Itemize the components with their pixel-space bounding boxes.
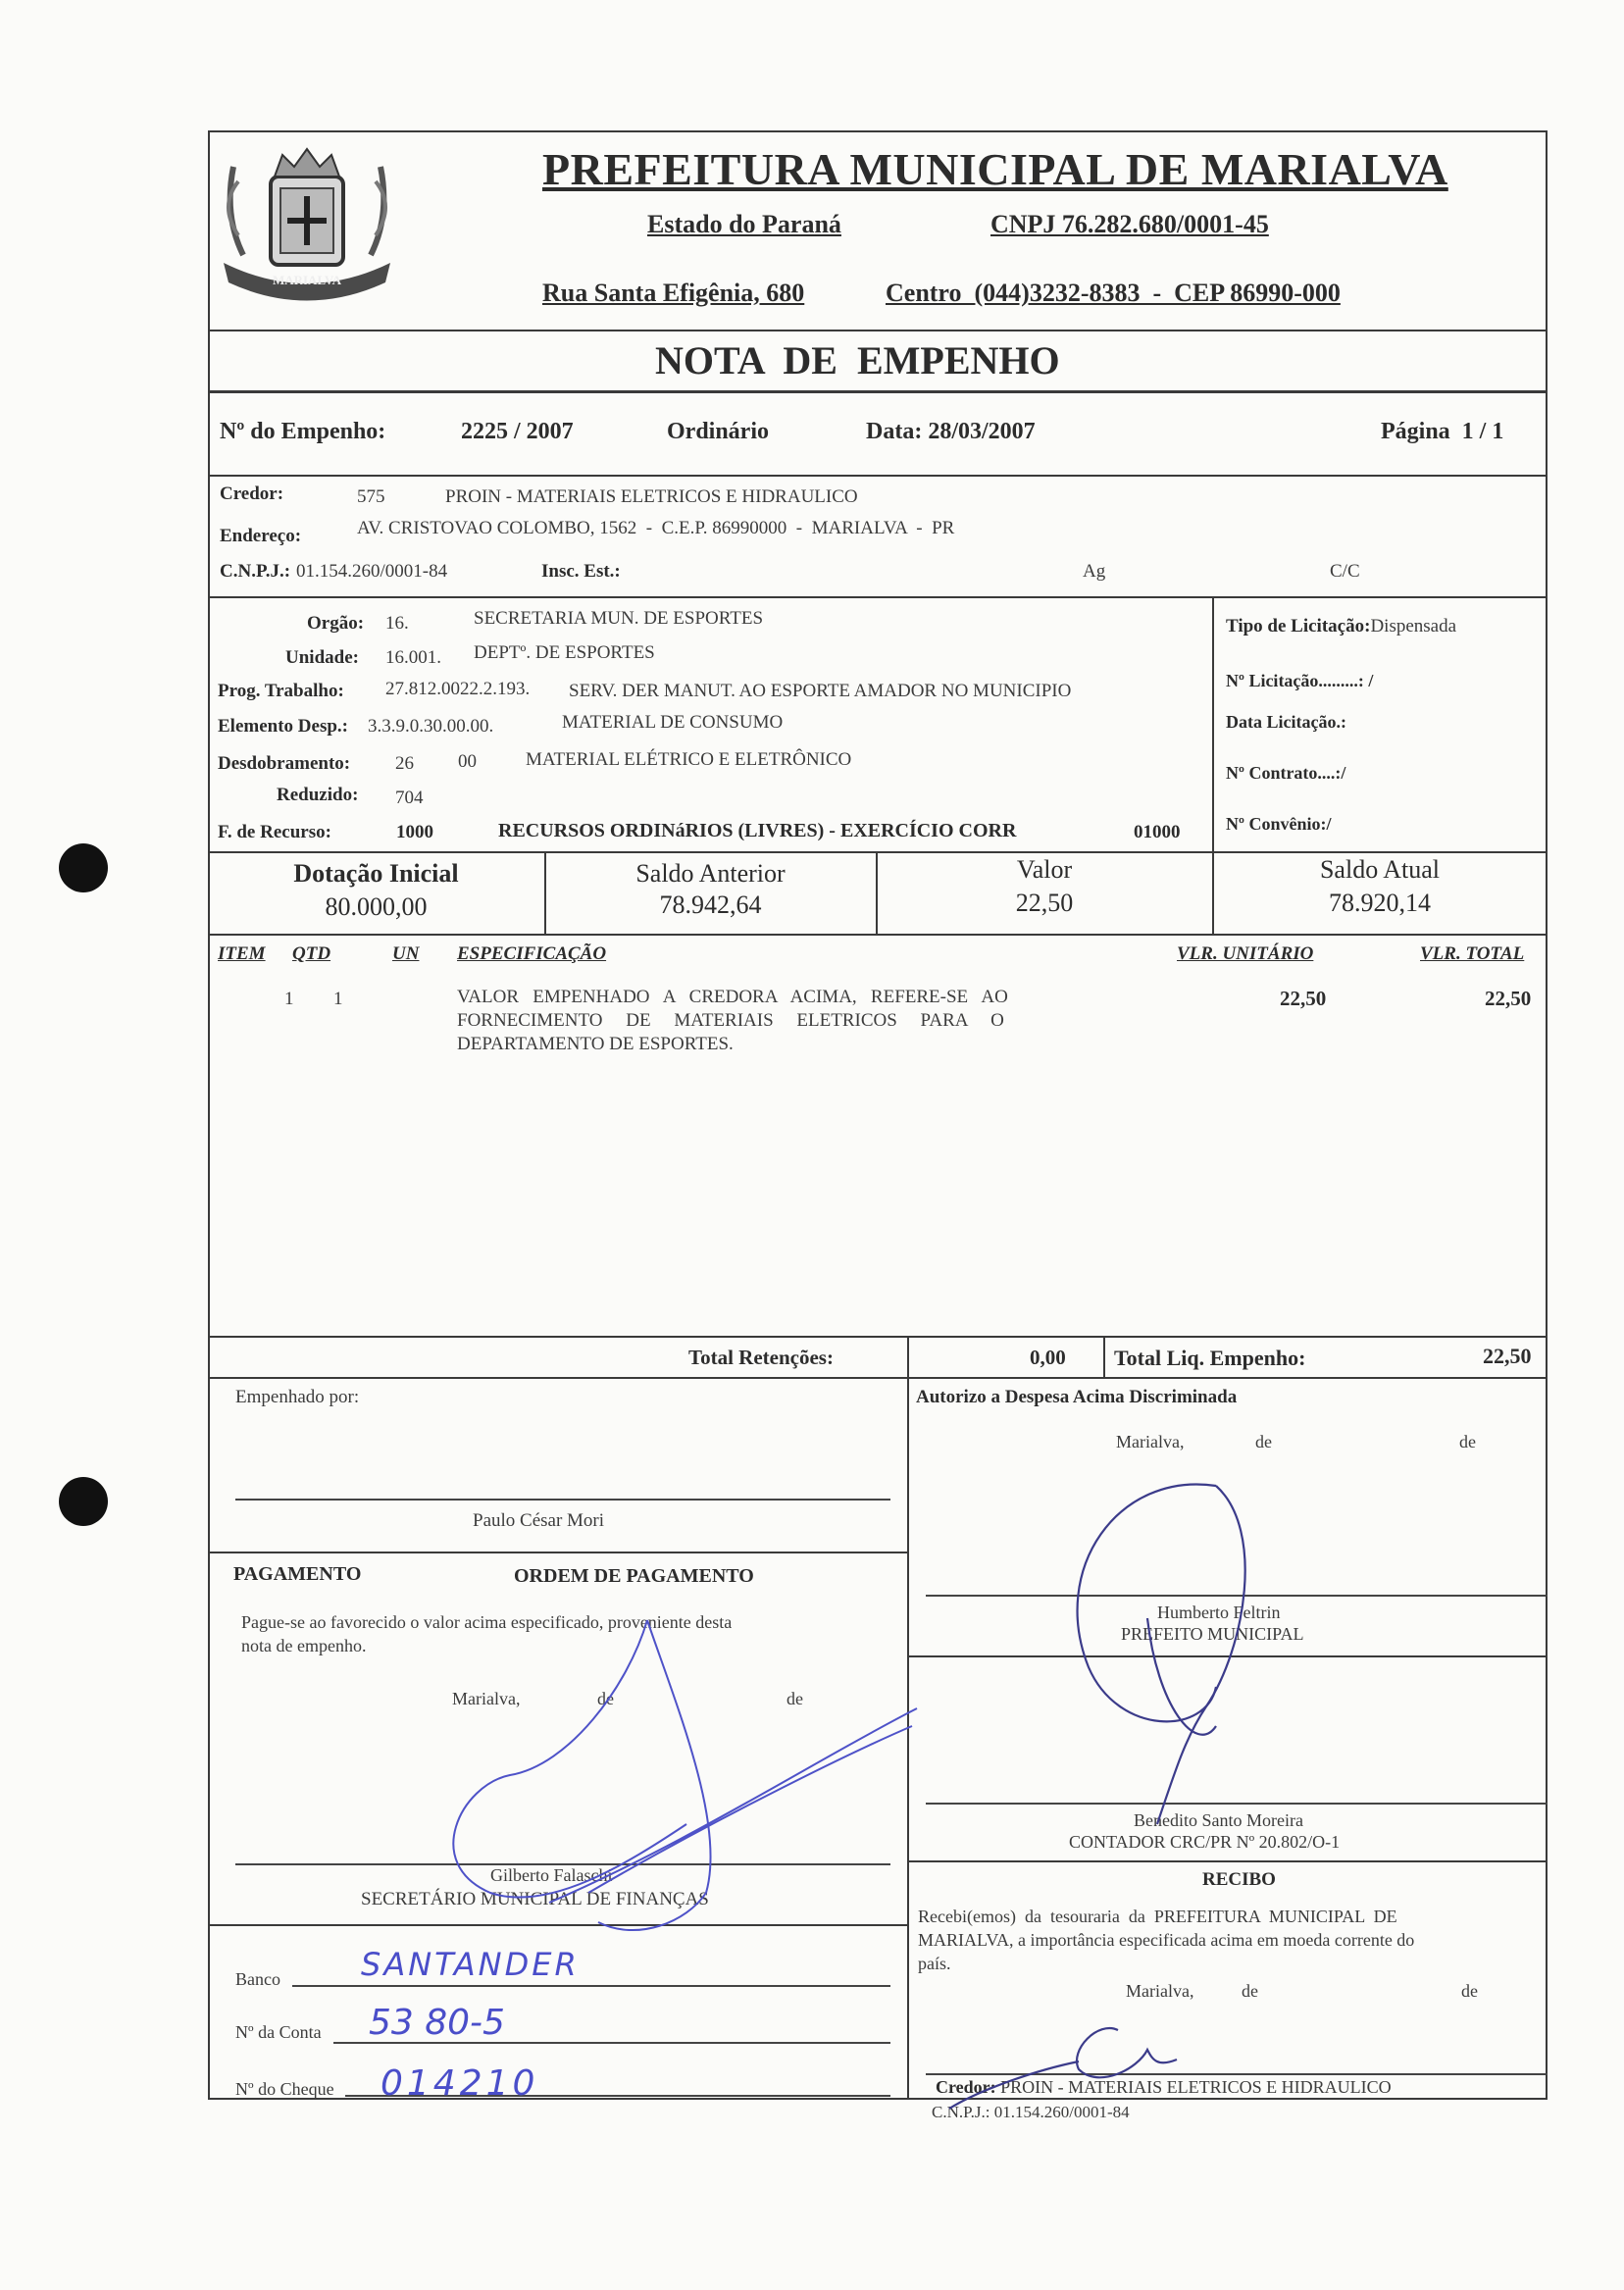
retencoes-value: 0,00 — [1030, 1346, 1066, 1369]
recibo-credor-label: Credor: — [936, 2077, 996, 2097]
recibo-line3: país. — [918, 1954, 951, 1973]
autorizo-label: Autorizo a Despesa Acima Discriminada — [916, 1387, 1238, 1407]
recurso-name: RECURSOS ORDINáRIOS (LIVRES) - EXERCÍCIO CORR — [498, 820, 1017, 841]
recibo-heading: RECIBO — [1202, 1869, 1276, 1890]
cheque-handwritten: 014210 — [381, 2063, 539, 2104]
punch-hole-bottom — [59, 1477, 108, 1526]
pague-de-1: de — [597, 1689, 614, 1708]
empenhado-por-name: Paulo César Mori — [473, 1510, 605, 1531]
ordem-pagamento-heading: ORDEM DE PAGAMENTO — [514, 1565, 754, 1587]
recurso-label: F. de Recurso: — [218, 822, 331, 842]
unidade-name: DEPTº. DE ESPORTES — [474, 642, 655, 663]
autorizo-de-2: de — [1459, 1432, 1476, 1451]
banco-label: Banco — [235, 1969, 280, 1989]
saldo-anterior-value: 78.942,64 — [659, 891, 762, 919]
dotacao-inicial-label: Dotação Inicial — [293, 859, 459, 888]
saldo-anterior-label: Saldo Anterior — [635, 859, 786, 888]
autorizo-city: Marialva, — [1116, 1432, 1185, 1451]
retencoes-label: Total Retenções: — [688, 1346, 834, 1369]
desdobramento-sub: 00 — [458, 751, 477, 772]
secretario-name: Gilberto Falaschi — [490, 1865, 613, 1885]
col-spec: ESPECIFICAÇÃO — [457, 943, 607, 964]
elemento-label: Elemento Desp.: — [218, 716, 348, 737]
account-label: C/C — [1330, 561, 1360, 582]
contador-name: Benedito Santo Moreira — [1134, 1810, 1303, 1830]
elemento-name: MATERIAL DE CONSUMO — [562, 712, 784, 733]
orgao-label: Orgão: — [307, 613, 365, 634]
col-unit-price: VLR. UNITÁRIO — [1177, 943, 1314, 964]
recibo-city: Marialva, — [1126, 1981, 1194, 2001]
col-qtd: QTD — [292, 943, 331, 964]
col-un: UN — [392, 943, 420, 964]
empenho-type: Ordinário — [667, 419, 770, 444]
credor-code: 575 — [357, 486, 385, 507]
agency-label: Ag — [1083, 561, 1106, 582]
item-spec-line2: FORNECIMENTO DE MATERIAIS ELETRICOS PARA O — [457, 1010, 1004, 1031]
empenho-number: 2225 / 2007 — [461, 419, 574, 444]
insc-est-label: Insc. Est.: — [541, 561, 621, 582]
municipality-title: PREFEITURA MUNICIPAL DE MARIALVA — [542, 144, 1448, 194]
recibo-de-2: de — [1461, 1981, 1478, 2001]
empenho-date: Data: 28/03/2007 — [866, 419, 1036, 444]
prefeito-signature — [1078, 1484, 1245, 1824]
empenhado-por-label: Empenhado por: — [235, 1387, 360, 1407]
col-total-price: VLR. TOTAL — [1420, 943, 1525, 964]
coat-of-arms-ribbon-text: MARIALVA — [272, 273, 342, 287]
valor-value: 22,50 — [1015, 889, 1074, 917]
credor-address: AV. CRISTOVAO COLOMBO, 1562 - C.E.P. 86990000 - MARIALVA - PR — [357, 518, 955, 538]
col-item: ITEM — [218, 943, 266, 964]
credor-cnpj: 01.154.260/0001-84 — [296, 561, 448, 582]
recibo-line2: MARIALVA, a importância especificada acima em moeda corrente do — [918, 1930, 1415, 1950]
credor-cnpj-label: C.N.P.J.: — [220, 561, 291, 582]
prefeito-name: Humberto Feltrin — [1157, 1603, 1281, 1622]
autorizo-de-1: de — [1255, 1432, 1272, 1451]
state-name: Estado do Paraná — [647, 210, 841, 238]
secretario-title: SECRETÁRIO MUNICIPAL DE FINANÇAS — [361, 1889, 709, 1909]
municipality-cnpj: CNPJ 76.282.680/0001-45 — [990, 210, 1269, 238]
elemento-code: 3.3.9.0.30.00.00. — [368, 716, 494, 737]
unidade-label: Unidade: — [285, 647, 359, 668]
banco-handwritten: SANTANDER — [361, 1946, 580, 1983]
pague-se-line2: nota de empenho. — [241, 1636, 367, 1655]
liquido-value: 22,50 — [1483, 1344, 1532, 1368]
recibo-de-1: de — [1242, 1981, 1258, 2001]
item-total-price: 22,50 — [1485, 987, 1532, 1010]
reduzido-value: 704 — [395, 788, 424, 808]
desdobramento-code: 26 — [395, 753, 414, 774]
orgao-code: 16. — [385, 613, 409, 634]
pague-de-2: de — [787, 1689, 803, 1708]
item-spec-line1: VALOR EMPENHADO A CREDORA ACIMA, REFERE-SE AO — [457, 987, 1008, 1007]
punch-hole-top — [59, 843, 108, 892]
item-qty: 1 — [333, 989, 343, 1009]
credor-name: PROIN - MATERIAIS ELETRICOS E HIDRAULICO — [445, 486, 858, 507]
conta-handwritten: 53 80-5 — [369, 2003, 505, 2043]
saldo-atual-label: Saldo Atual — [1319, 855, 1441, 884]
licitacao-number: Nº Licitação.........: / — [1226, 671, 1374, 690]
pague-se-line1: Pague-se ao favorecido o valor acima especificado, proveniente desta — [241, 1612, 733, 1632]
item-spec-line3: DEPARTAMENTO DE ESPORTES. — [457, 1034, 734, 1054]
desdobramento-name: MATERIAL ELÉTRICO E ELETRÔNICO — [526, 749, 852, 770]
programa-name: SERV. DER MANUT. AO ESPORTE AMADOR NO MUNICIPIO — [569, 681, 1072, 701]
municipality-contact: Centro (044)3232-8383 - CEP 86990-000 — [886, 279, 1341, 307]
reduzido-label: Reduzido: — [277, 785, 359, 805]
address-label: Endereço: — [220, 526, 302, 546]
conta-label: Nº da Conta — [235, 2022, 322, 2042]
contrato-number: Nº Contrato....:/ — [1226, 763, 1346, 783]
item-number: 1 — [284, 989, 294, 1009]
liquido-label: Total Liq. Empenho: — [1114, 1346, 1306, 1370]
page-indicator: Página 1 / 1 — [1381, 419, 1504, 444]
cheque-label: Nº do Cheque — [235, 2079, 334, 2099]
convenio-number: Nº Convênio:/ — [1226, 814, 1332, 834]
credor-label: Credor: — [220, 483, 284, 504]
pague-city: Marialva, — [452, 1689, 521, 1708]
data-licitacao: Data Licitação.: — [1226, 712, 1346, 732]
orgao-name: SECRETARIA MUN. DE ESPORTES — [474, 608, 764, 629]
programa-label: Prog. Trabalho: — [218, 681, 344, 701]
receiver-signature — [949, 2028, 1177, 2109]
recurso-code: 1000 — [396, 822, 433, 842]
programa-code: 27.812.0022.2.193. — [385, 679, 531, 699]
municipality-address: Rua Santa Efigênia, 680 — [542, 279, 805, 307]
recurso-sub: 01000 — [1134, 822, 1181, 842]
secretario-signature — [453, 1620, 917, 1930]
recibo-line1: Recebi(emos) da tesouraria da PREFEITURA MUNICIPAL DE — [918, 1907, 1397, 1926]
contador-title: CONTADOR CRC/PR Nº 20.802/O-1 — [1069, 1832, 1341, 1852]
desdobramento-label: Desdobramento: — [218, 753, 351, 774]
recibo-credor-cnpj: C.N.P.J.: 01.154.260/0001-84 — [932, 2103, 1130, 2121]
valor-label: Valor — [1016, 855, 1073, 884]
prefeito-title: PREFEITO MUNICIPAL — [1121, 1624, 1304, 1644]
saldo-atual-value: 78.920,14 — [1329, 889, 1431, 917]
document-title: NOTA DE EMPENHO — [655, 338, 1060, 382]
tipo-licitacao-label: Tipo de Licitação: — [1226, 616, 1371, 636]
unidade-code: 16.001. — [385, 647, 441, 668]
pagamento-heading: PAGAMENTO — [233, 1563, 362, 1585]
empenho-number-label: Nº do Empenho: — [220, 419, 386, 444]
dotacao-inicial-value: 80.000,00 — [325, 892, 428, 921]
recibo-credor-name: PROIN - MATERIAIS ELETRICOS E HIDRAULICO — [1000, 2077, 1392, 2097]
item-unit-price: 22,50 — [1280, 987, 1327, 1010]
tipo-licitacao-value: Dispensada — [1370, 616, 1457, 636]
